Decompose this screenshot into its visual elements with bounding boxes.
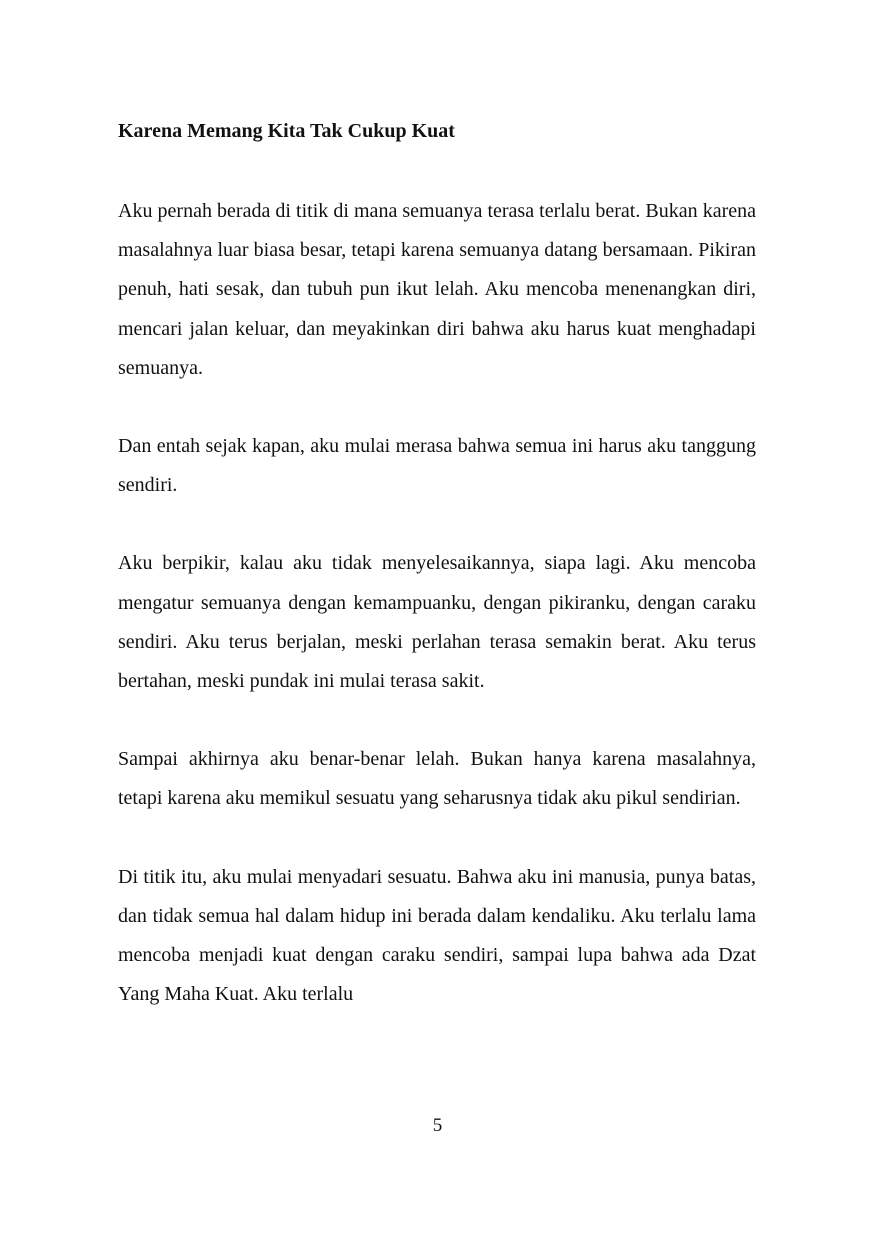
page-content bbox=[118, 114, 756, 1014]
chapter-title: Karena Memang Kita Tak Cukup Kuat bbox=[118, 120, 455, 142]
paragraph-5: Di titik itu, aku mulai menyadari sesuatu. Bahwa aku ini manusia, punya batas, dan tidak semua hal dalam hidup ini berada dalam kendaliku. Aku terlalu lama mencoba menjadi kuat dengan caraku sendiri, sampai lupa bahwa ada Dzat Yang Maha Kuat. Aku terlalu bbox=[118, 865, 756, 1006]
page-number: 5 bbox=[432, 1115, 443, 1136]
paragraph-1: Aku pernah berada di titik di mana semuanya terasa terlalu berat. Bukan karena masalahnya luar biasa besar, tetapi karena semuanya datang bersamaan. Pikiran penuh, hati sesak, dan tubuh pun ikut lelah. Aku mencoba menenangkan diri, mencari jalan keluar, dan meyakinkan diri bahwa aku harus kuat menghadapi semuanya. bbox=[118, 200, 756, 379]
paragraph-4: Sampai akhirnya aku benar-benar lelah. Bukan hanya karena masalahnya, tetapi karena aku memikul sesuatu yang seharusnya tidak aku pikul sendirian. bbox=[118, 748, 756, 810]
paragraph-3: Aku berpikir, kalau aku tidak menyelesaikannya, siapa lagi. Aku mencoba mengatur semuanya dengan kemampuanku, dengan pikiranku, dengan caraku sendiri. Aku terus berjalan, meski perlahan terasa semakin berat. Aku terus bertahan, meski pundak ini mulai terasa sakit. bbox=[118, 552, 756, 693]
paragraph-2: Dan entah sejak kapan, aku mulai merasa bahwa semua ini harus aku tanggung sendiri. bbox=[118, 435, 756, 497]
